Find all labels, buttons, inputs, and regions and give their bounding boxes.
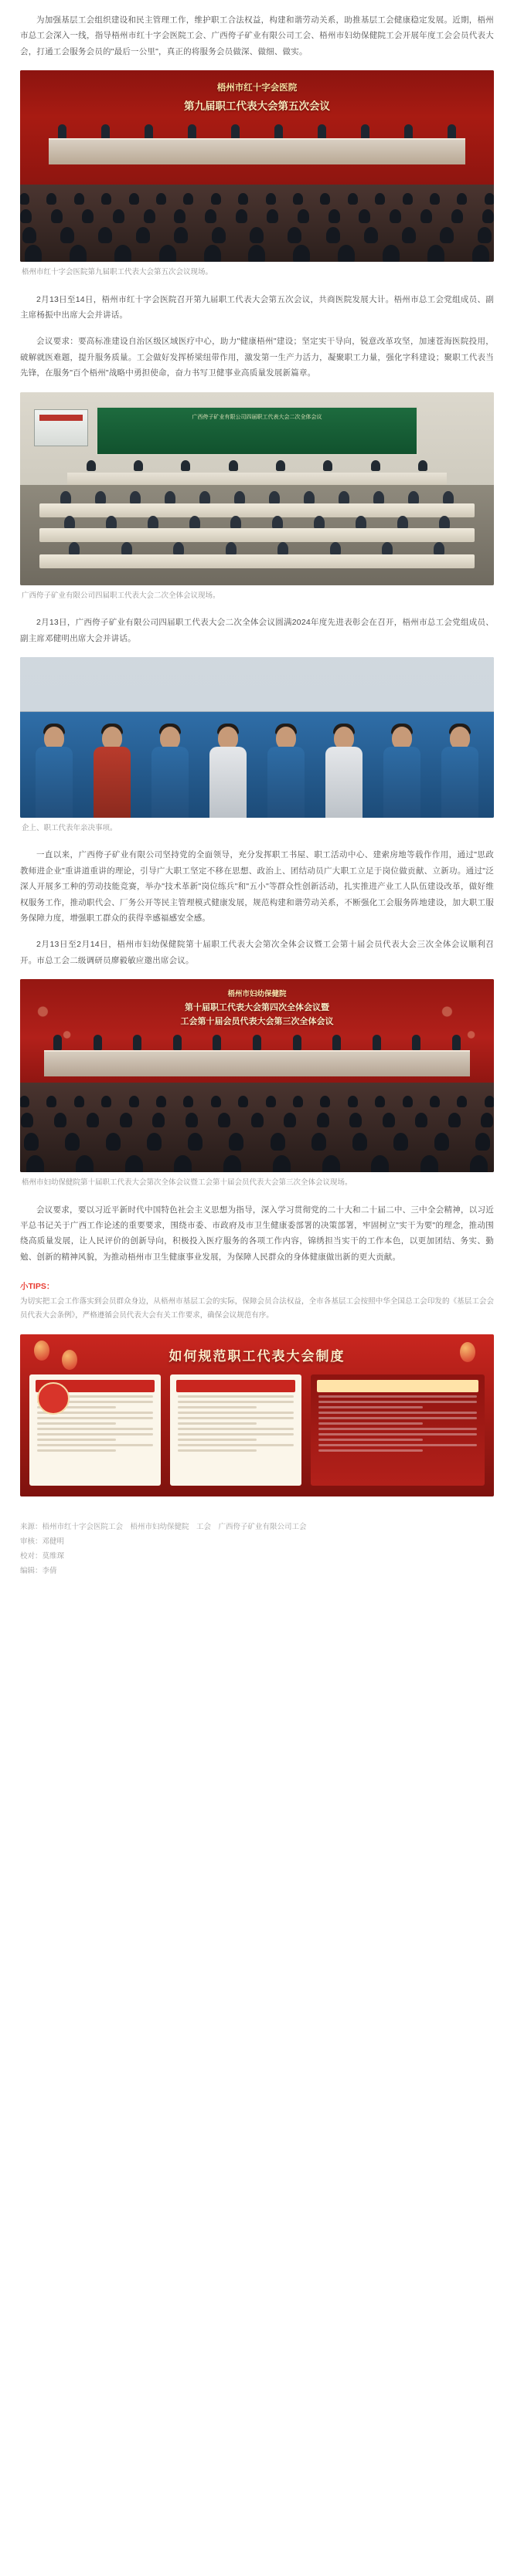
person xyxy=(147,719,193,818)
footer xyxy=(0,1509,514,1578)
audience-rows xyxy=(20,181,494,262)
person xyxy=(31,719,77,818)
poster-card xyxy=(311,1374,485,1486)
table-row xyxy=(39,528,475,542)
figure-1-caption: 梧州市红十字会医院第九届职工代表大会第五次会议现场。 xyxy=(22,268,213,277)
paragraph-2: 2月13日至14日，梧州市红十字会医院召开第九届职工代表大会第五次会议，共商医院发展大计。梧州市总工会党组成员、副主席杨振中出席大会并讲话。 xyxy=(20,294,494,320)
panel-seated-row xyxy=(53,1035,461,1052)
photo4-banner-line3: 工会第十届会员代表大会第三次全体会议 xyxy=(180,1017,334,1027)
audience-row xyxy=(20,193,494,205)
audience-row xyxy=(20,1113,494,1127)
figure-4 xyxy=(0,979,514,1189)
worker-representatives xyxy=(20,702,494,818)
poster-card-heading xyxy=(317,1380,478,1392)
figure-poster xyxy=(0,1334,514,1496)
figure-4-caption: 梧州市妇幼保健院第十届职工代表大会第次全体会议暨工会第十届会员代表大会第三次全体会议现场。 xyxy=(22,1178,352,1188)
photo4-banner-line1: 梧州市妇幼保健院 xyxy=(227,990,287,999)
photo-red-cross-hospital-congress xyxy=(20,70,494,262)
paragraph-5: 一直以来，广西侉子矿业有限公司坚持党的全面领导，充分发挥职工书屋、职工活动中心、建索房地等载作作用，通过"思政教师进企业"重讲道重讲的理论，引导广大职工坚定不移在思想、政治上、团结动员广大职工立足于岗位做贡献、立新功。通过"泛深人开展多工种的劳动技能竞赛，举办"技术革新"岗位练兵"和"五小"等群众性创新活动，扎实推进产业工人队伍建设改革，做好维权服务工作，推动职代会、厂务公开等民主管理模式健康发展，规范构建和谐劳动关系，不断强化工会服务阵地建设，加大职工服务保障力度，增强职工群众的获得幸感福感安全感。 xyxy=(20,850,494,923)
table-row xyxy=(39,554,475,568)
figure-1 xyxy=(0,70,514,279)
panel-table xyxy=(49,138,465,164)
audience-row xyxy=(20,1133,494,1151)
paragraph-3: 会议要求：要高标准建设自治区级区域医疗中心，助力"健康梧州"建设；坚定实干导向，锐意改革攻坚，加速苍海医院投用，破解就医难题，提升服务质量。工会做好发挥桥梁纽带作用，激发第一生产力活力，凝聚职工力量，强化字科建设；聚职工代表当先锋，在服务"百个梧州"战略中勇担使命，奋力书写卫健事业高质量发展新篇章。 xyxy=(20,337,494,378)
person xyxy=(263,719,309,818)
poster-title: 如何规范职工代表大会制度 xyxy=(168,1348,346,1364)
projection-screen xyxy=(34,409,88,446)
audience-tables xyxy=(20,485,494,585)
photo1-banner xyxy=(58,81,456,114)
poster-card-heading xyxy=(176,1380,295,1392)
person xyxy=(205,719,251,818)
green-backdrop xyxy=(96,406,418,456)
photo1-banner-line2: 第九届职工代表大会第五次会议 xyxy=(184,100,330,112)
figure-2-caption: 广西侉子矿业有限公司四届职工代表大会二次全体会议现场。 xyxy=(22,591,220,600)
figure-3 xyxy=(0,657,514,835)
audience-row xyxy=(20,1096,494,1107)
footer-reviewer: 审核：邓健明 xyxy=(20,1537,65,1546)
intro-paragraph: 为加强基层工会组织建设和民主管理工作，维护职工合法权益，构建和谐劳动关系，助推基层工会健康稳定发展。近期，梧州市总工会深入一线，指导梧州市红十字会医院工会、广西侉子矿业有限公司工会、梧州市妇幼保健院工会开展年度工会会员代表大会，打通工会服务会员的"最后一公里"，真正的将服务会员做深、做细、做实。 xyxy=(20,15,494,56)
figure-2 xyxy=(0,392,514,602)
audience-row xyxy=(20,209,494,223)
person xyxy=(437,719,483,818)
audience-row xyxy=(20,1155,494,1172)
audience-row xyxy=(20,227,494,243)
poster-card xyxy=(170,1374,301,1486)
footer-editor: 编辑：李倩 xyxy=(20,1566,57,1575)
person xyxy=(321,719,367,818)
green-backdrop-text: 广西侉子矿业有限公司四届职工代表大会二次全体会议 xyxy=(192,414,322,420)
photo-maternal-child-hospital-congress xyxy=(20,979,494,1172)
panel-table xyxy=(44,1050,471,1076)
paragraph-7: 会议要求，要以习近平新时代中国特色社会主义思想为指导，深入学习贯彻党的二十大和二十届二中、三中全会精神，以习近平总书记关于广西工作论述的重要要求，围绕市委、市政府及市卫生健康委部署的决策部署，牢固树立"实干为要"的理念，推动围绕高质量发展，让人民评价的创新导向，积极投入医疗服务的各项工作内容，锦绣担当实干的工作本色，以更加团结、务实、勤勉、创新的精神风貌，为推动梧州市卫生健康事业发展，为保障人民群众的身体健康做出新的更大贡献。 xyxy=(20,1205,494,1262)
audience-rows xyxy=(20,1083,494,1172)
photo-worker-representatives-voting xyxy=(20,657,494,818)
seal-icon xyxy=(37,1382,70,1415)
poster-worker-congress-system xyxy=(20,1334,494,1496)
person xyxy=(379,719,425,818)
photo1-banner-line1: 梧州市红十字会医院 xyxy=(216,83,298,93)
audience-row xyxy=(20,245,494,262)
paragraph-4: 2月13日，广西侉子矿业有限公司四届职工代表大会二次全体会议圆满2024年度先进表彰会在召开，梧州市总工会党组成员、副主席邓健明出席大会并讲话。 xyxy=(20,618,494,643)
panel-seated-row xyxy=(87,460,427,471)
person xyxy=(89,719,135,818)
paragraph-6: 2月13日至2月14日，梧州市妇幼保健院第十届职工代表大会第次全体会议暨工会第十届会员代表大会三次全体会议顺利召开。市总工会二级调研员廖毅敏应邀出席会议。 xyxy=(20,940,494,965)
footer-proofreader: 校对：莫维琛 xyxy=(20,1551,65,1561)
photo-kuangye-congress xyxy=(20,392,494,585)
footer-source: 来源：梧州市红十字会医院工会 梧州市妇幼保健院 工会 广西侉子矿业有限公司工会 xyxy=(20,1522,307,1531)
photo4-banner xyxy=(87,988,427,1029)
tips-title: 小TIPS： xyxy=(20,1282,55,1292)
tips-body: 为切实把工会工作落实到会员群众身边，从梧州市基层工会的实际，保障会员合法权益，全市各基层工会按照中华全国总工会印发的《基层工会会员代表大会条例》，严格遵循会员代表大会有关工作要求，确保会议规范有序。 xyxy=(20,1297,494,1320)
photo4-banner-line2: 第十届职工代表大会第四次全体会议暨 xyxy=(185,1003,329,1013)
figure-3-caption: 企上、职工代表年亲决事项。 xyxy=(22,823,117,832)
